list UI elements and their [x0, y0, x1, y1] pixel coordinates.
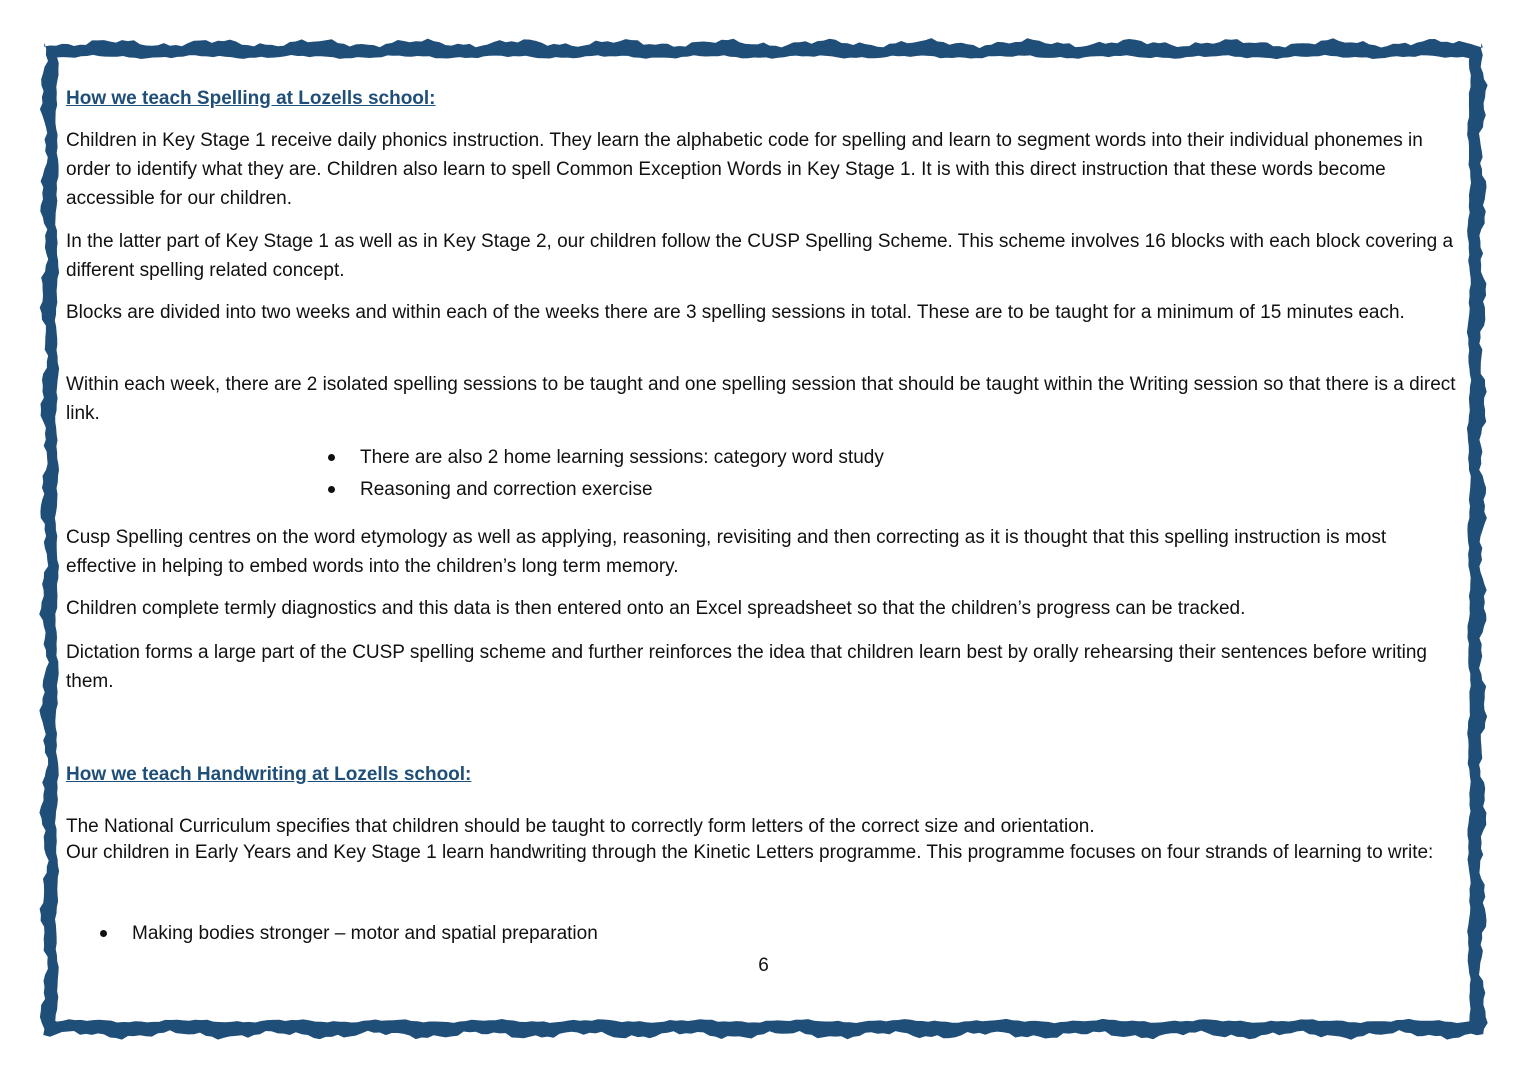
- spelling-paragraph-weekly-sessions: Within each week, there are 2 isolated spelling sessions to be taught and one spelling session that should be taught within the Writing session so that there is a direct link.: [66, 374, 1456, 424]
- handwriting-heading: How we teach Handwriting at Lozells school:: [66, 764, 472, 785]
- spelling-paragraph-blocks: Blocks are divided into two weeks and within each of the weeks there are 3 spelling sessions in total. These are to be taught for a minimum of 15 minutes each.: [66, 302, 1405, 323]
- page-number: 6: [758, 955, 769, 976]
- spelling-paragraph-etymology: Cusp Spelling centres on the word etymology as well as applying, reasoning, revisiting and then correcting as it is thought that this spelling instruction is most effective in helping to embed words into the children’s long term memory.: [66, 527, 1387, 577]
- bullet-text: Reasoning and correction exercise: [360, 479, 653, 500]
- bullet-text: There are also 2 home learning sessions: category word study: [360, 447, 884, 468]
- spelling-paragraph-phonics: Children in Key Stage 1 receive daily phonics instruction. They learn the alphabetic code for spelling and learn to segment words into their individual phonemes in order to identify what they are. Children also learn to spell Common Exception Words in Key Stage 1. It is with this direct instruction that these words become accessible for our children.: [66, 130, 1423, 209]
- handwriting-paragraph-kinetic-letters: Our children in Early Years and Key Stage 1 learn handwriting through the Kinetic Letters programme. This programme focuses on four strands of learning to write:: [66, 842, 1434, 863]
- spelling-paragraph-diagnostics: Children complete termly diagnostics and this data is then entered onto an Excel spreadsheet so that the children’s progress can be tracked.: [66, 598, 1246, 619]
- bullet-text: Making bodies stronger – motor and spatial preparation: [132, 923, 598, 944]
- spelling-paragraph-dictation: Dictation forms a large part of the CUSP spelling scheme and further reinforces the idea that children learn best by orally rehearsing their sentences before writing them.: [66, 642, 1427, 692]
- document-page: [66, 0, 1466, 1080]
- bullet-icon: [328, 486, 335, 493]
- spelling-paragraph-cusp-scheme: In the latter part of Key Stage 1 as well as in Key Stage 2, our children follow the CUSP Spelling Scheme. This scheme involves 16 blocks with each block covering a different spelling related concept.: [66, 231, 1454, 281]
- bullet-icon: [328, 454, 335, 461]
- bullet-icon: [100, 930, 107, 937]
- handwriting-paragraph-curriculum: The National Curriculum specifies that children should be taught to correctly form letters of the correct size and orientation.: [66, 816, 1095, 837]
- spelling-heading: How we teach Spelling at Lozells school:: [66, 88, 436, 109]
